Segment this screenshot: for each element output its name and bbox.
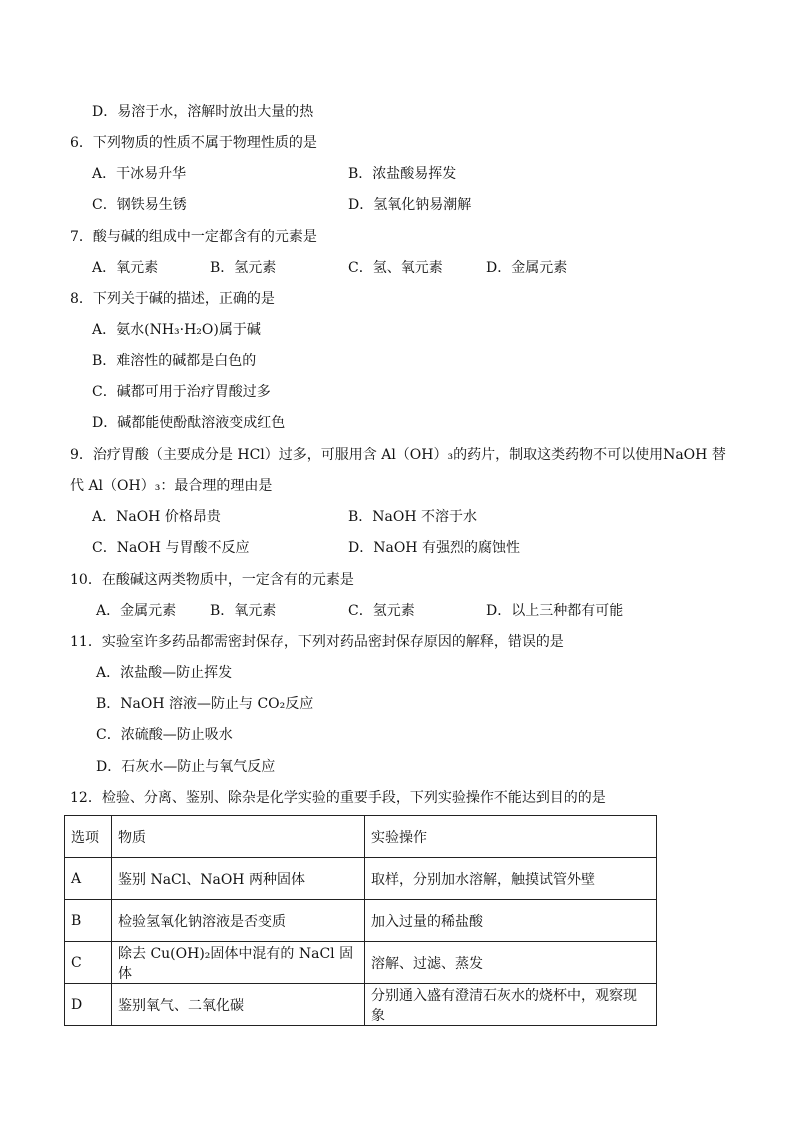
q8-stem: 8．下列关于碱的描述，正确的是 — [70, 291, 275, 307]
q7-option-a: A．氧元素 — [92, 260, 159, 276]
q9-option-b: B．NaOH 不溶于水 — [348, 509, 478, 525]
q8-option-d: D．碱都能使酚酞溶液变成红色 — [92, 415, 286, 431]
q6-option-a: A．干冰易升华 — [92, 166, 187, 182]
q9-stem-line2: 代 Al（OH）₃：最合理的理由是 — [70, 478, 273, 494]
q9-stem-line1: 9．治疗胃酸（主要成分是 HCl）过多，可服用含 Al（OH）₃的药片，制取这类药物不可以使用NaOH 替 — [70, 447, 726, 463]
table-cell: 取样，分别加水溶解，触摸试管外壁 — [365, 858, 657, 900]
q11-option-b: B．NaOH 溶液—防止与 CO₂反应 — [96, 696, 314, 712]
q11-stem: 11．实验室许多药品都需密封保存，下列对药品密封保存原因的解释，错误的是 — [70, 634, 564, 650]
table-cell: 鉴别氧气、二氧化碳 — [112, 984, 365, 1026]
table-header-cell: 实验操作 — [365, 816, 657, 858]
table-row — [65, 942, 657, 984]
table-header-row — [65, 816, 657, 858]
q8-option-b: B．难溶性的碱都是白色的 — [92, 353, 257, 369]
q7-option-c: C．氢、氧元素 — [348, 260, 443, 276]
q6-option-b: B．浓盐酸易挥发 — [348, 166, 457, 182]
q11-option-a: A．浓盐酸—防止挥发 — [96, 665, 233, 681]
q12-experiment-table — [64, 815, 657, 1026]
q12-stem: 12．检验、分离、鉴别、除杂是化学实验的重要手段，下列实验操作不能达到目的的是 — [70, 790, 606, 806]
q7-option-b: B．氢元素 — [210, 260, 277, 276]
table-cell: C — [65, 942, 112, 984]
table-header-cell: 选项 — [65, 816, 112, 858]
table-cell: B — [65, 900, 112, 942]
q7-stem: 7．酸与碱的组成中一定都含有的元素是 — [70, 229, 317, 245]
table-row — [65, 900, 657, 942]
q7-option-d: D．金属元素 — [486, 260, 568, 276]
table-cell: 溶解、过滤、蒸发 — [365, 942, 657, 984]
q6-option-c: C．钢铁易生锈 — [92, 197, 187, 213]
table-row — [65, 858, 657, 900]
q8-option-a: A．氨水(NH₃·H₂O)属于碱 — [92, 322, 261, 338]
q10-option-d: D．以上三种都有可能 — [486, 603, 624, 619]
table-header-cell: 物质 — [112, 816, 365, 858]
table-row — [65, 984, 657, 1026]
q10-option-a: A．金属元素 — [96, 603, 177, 619]
q8-option-c: C．碱都可用于治疗胃酸过多 — [92, 384, 271, 400]
table-cell: 检验氢氧化钠溶液是否变质 — [112, 900, 365, 942]
q9-option-d: D．NaOH 有强烈的腐蚀性 — [348, 540, 520, 556]
q10-stem: 10．在酸碱这两类物质中，一定含有的元素是 — [70, 572, 354, 588]
table-cell: 分别通入盛有澄清石灰水的烧杯中，观察现象 — [365, 984, 657, 1026]
q5-option-d: D．易溶于水，溶解时放出大量的热 — [92, 104, 314, 120]
table-cell: 除去 Cu(OH)₂固体中混有的 NaCl 固体 — [112, 942, 365, 984]
q10-option-c: C．氢元素 — [348, 603, 415, 619]
table-cell: A — [65, 858, 112, 900]
table-cell: D — [65, 984, 112, 1026]
table-cell: 鉴别 NaCl、NaOH 两种固体 — [112, 858, 365, 900]
table-cell: 加入过量的稀盐酸 — [365, 900, 657, 942]
q10-option-b: B．氧元素 — [210, 603, 277, 619]
q6-option-d: D．氢氧化钠易潮解 — [348, 197, 472, 213]
q11-option-c: C．浓硫酸—防止吸水 — [96, 727, 233, 743]
q9-option-a: A．NaOH 价格昂贵 — [92, 509, 221, 525]
q6-stem: 6．下列物质的性质不属于物理性质的是 — [70, 135, 317, 151]
q11-option-d: D．石灰水—防止与氧气反应 — [96, 759, 276, 775]
q9-option-c: C．NaOH 与胃酸不反应 — [92, 540, 250, 556]
